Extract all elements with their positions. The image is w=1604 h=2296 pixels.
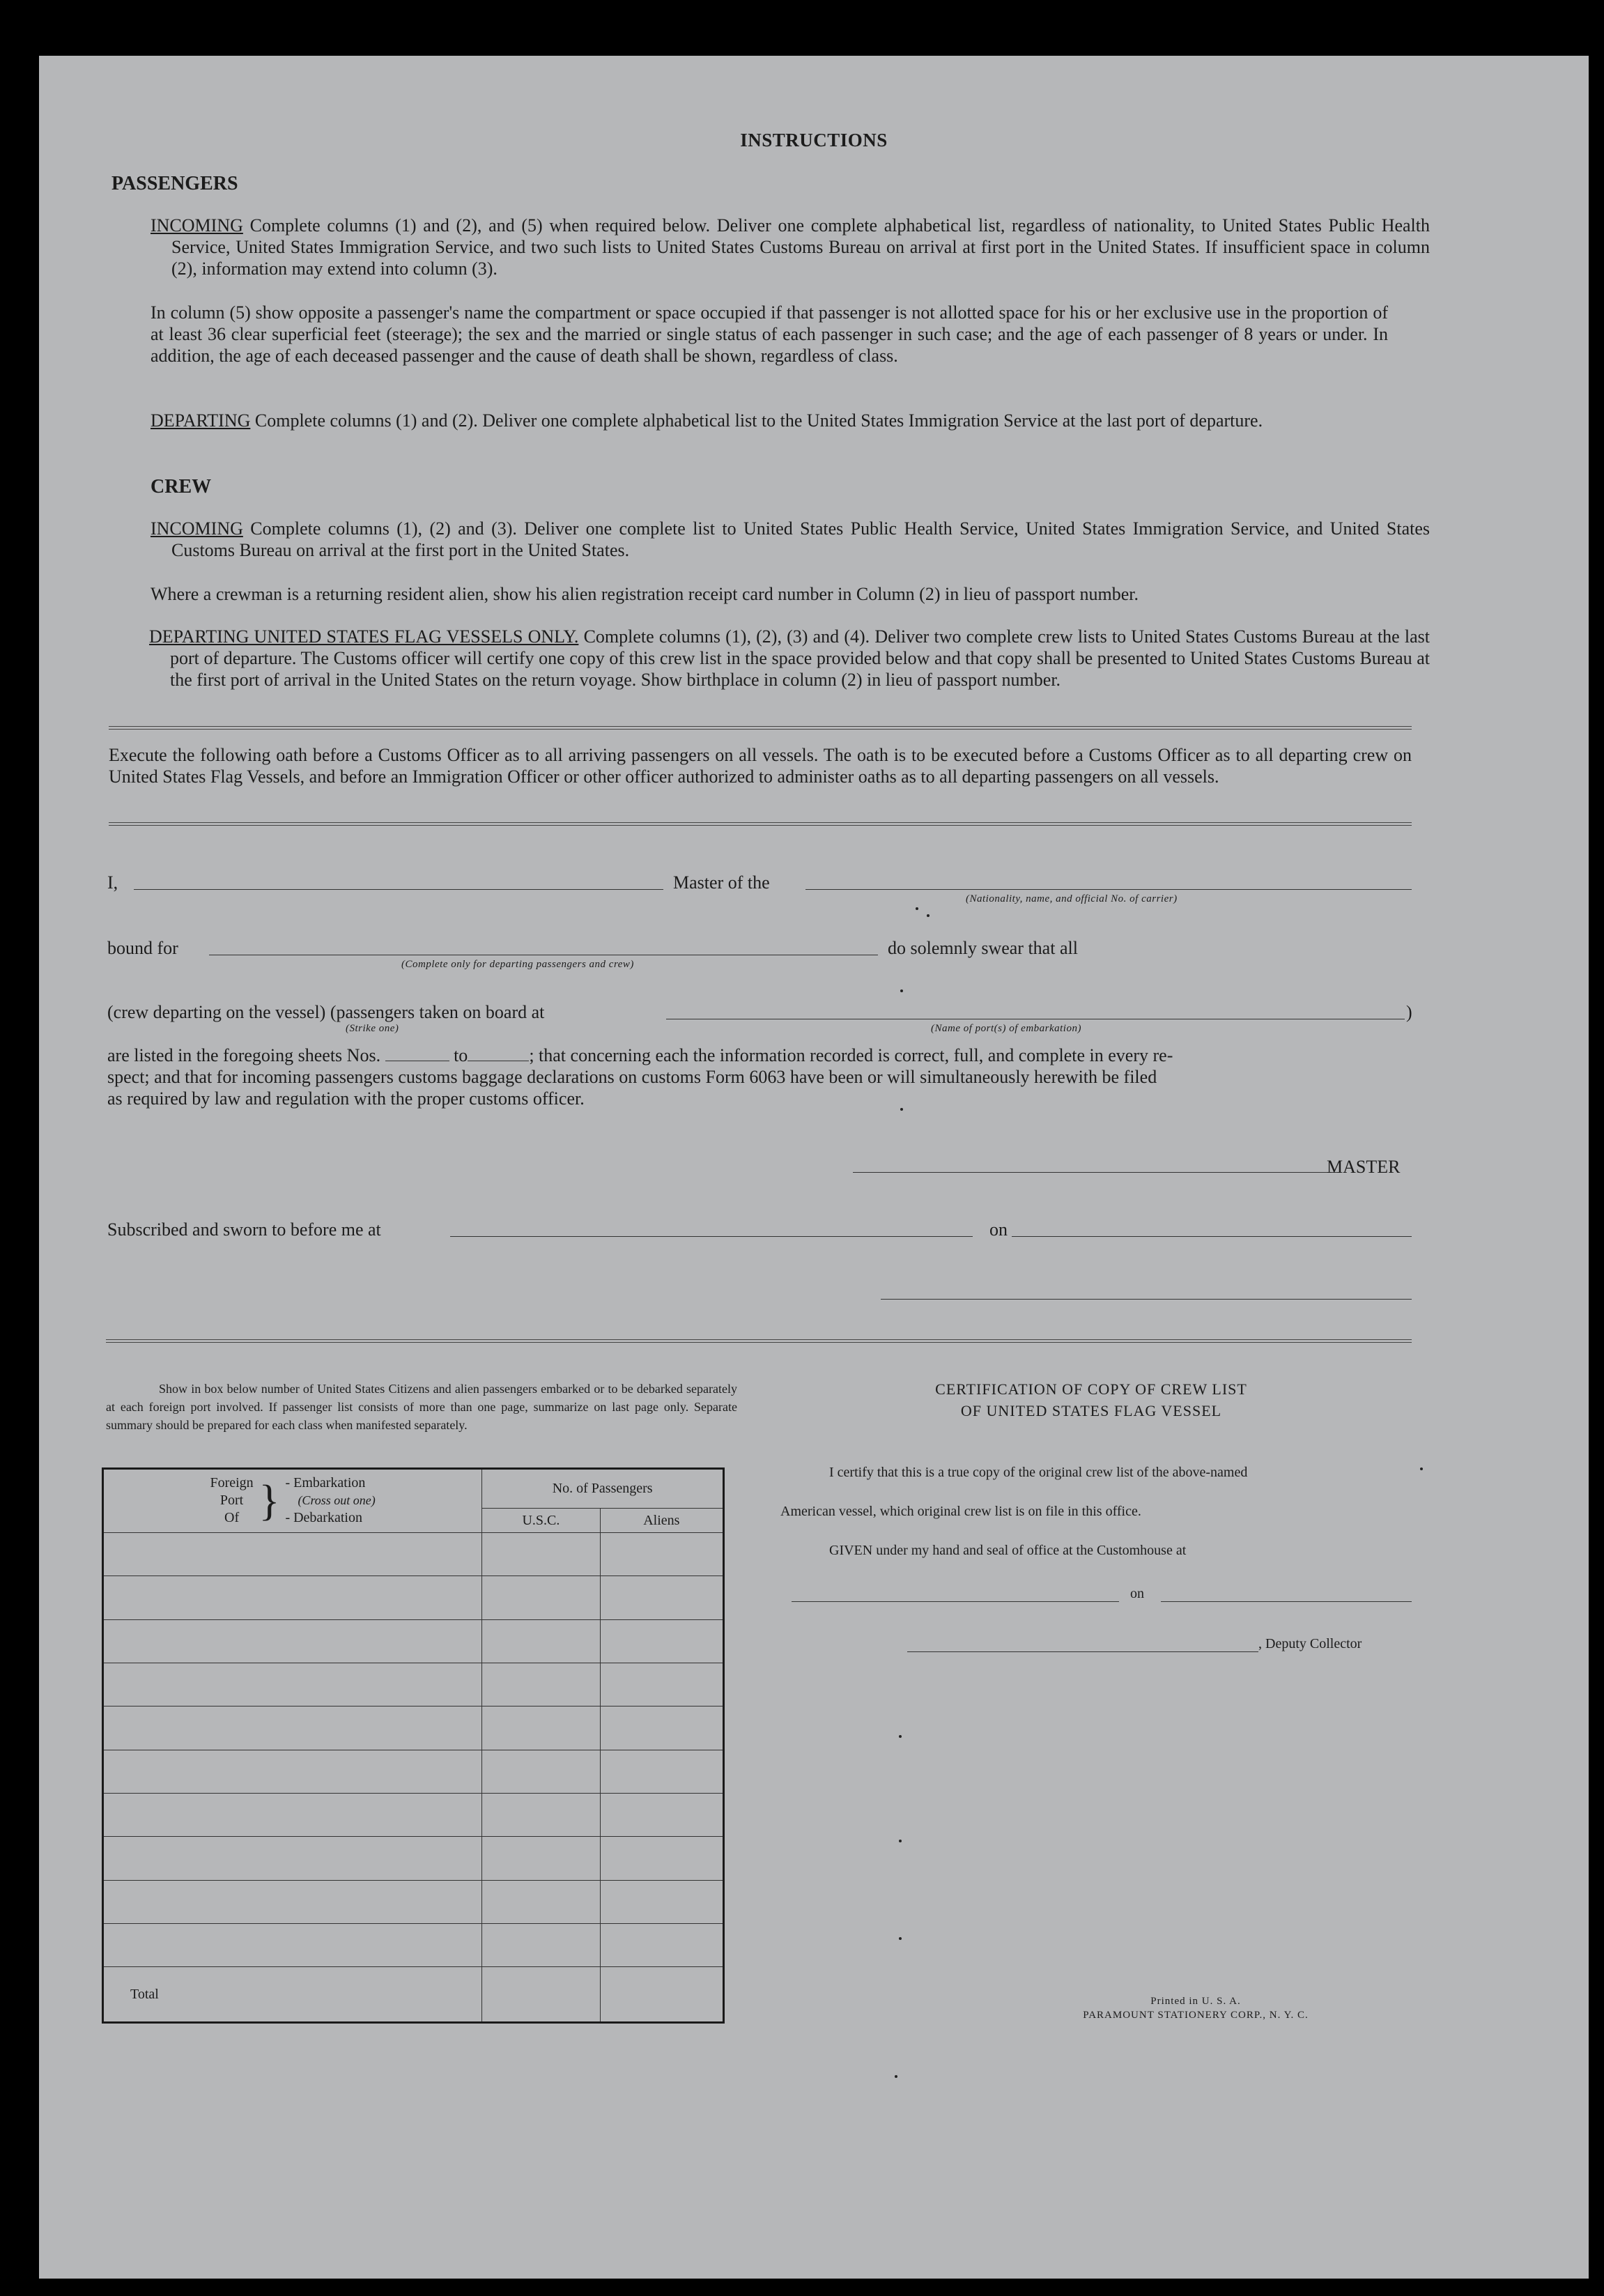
passenger-summary-table — [102, 1467, 725, 2024]
divider-double-2 — [109, 822, 1412, 826]
scan-speck — [899, 1735, 902, 1738]
usc-cell[interactable] — [482, 1532, 600, 1575]
strike-one-caption: (Strike one) — [346, 1023, 399, 1034]
officer-signature-field[interactable] — [881, 1299, 1412, 1300]
port-header-cell — [103, 1469, 482, 1533]
usc-cell[interactable] — [482, 1793, 600, 1836]
table-row — [103, 1663, 724, 1706]
passengers-column5-instruction: In column (5) show opposite a passenger's name the compartment or space occupied if that passenger is not allotted space for his or her exclusive use in the proportion of at least 36 clear superficial feet (steerage); the sex and the married or single status of each passenger in such case; and the age of each passenger of 8 years or under. In addition, the age of each deceased passenger and the cause of death shall be shown, regardless of class. — [151, 302, 1388, 366]
aliens-cell[interactable] — [600, 1532, 723, 1575]
aliens-cell[interactable] — [600, 1619, 723, 1663]
usc-cell[interactable] — [482, 1706, 600, 1750]
certification-heading-line-2: OF UNITED STATES FLAG VESSEL — [960, 1402, 1222, 1419]
scan-speck — [900, 1108, 903, 1111]
solemnly-swear-text: do solemnly swear that all — [888, 938, 1078, 958]
port-cell[interactable] — [103, 1619, 482, 1663]
table-row — [103, 1576, 724, 1619]
aliens-total-cell[interactable] — [600, 1967, 723, 2023]
usc-cell[interactable] — [482, 1923, 600, 1966]
summary-instruction: Show in box below number of United States Citizens and alien passengers embarked or to be debarked separately at each foreign port involved. If passenger list consists of more than one page, summarize on last page only. Separate summary should be prepared for each class when manifested separately. — [106, 1382, 737, 1432]
aliens-cell[interactable] — [600, 1793, 723, 1836]
embarkation-label[interactable]: - Embarkation — [285, 1475, 366, 1491]
port-cell[interactable] — [103, 1750, 482, 1793]
scan-speck — [895, 2075, 897, 2078]
port-cell[interactable] — [103, 1837, 482, 1880]
port-cell[interactable] — [103, 1923, 482, 1966]
listed-rest-1: ; that concerning each the information recorded is correct, full, and complete in every re- — [529, 1045, 1173, 1065]
oath-i-label: I, — [107, 872, 118, 893]
printer-imprint — [1056, 1994, 1335, 2022]
carrier-caption: (Nationality, name, and official No. of carrier) — [966, 893, 1178, 904]
crew-incoming-instruction — [151, 518, 1430, 561]
debarkation-label[interactable]: - Debarkation — [285, 1510, 362, 1526]
master-signature-field[interactable] — [853, 1172, 1341, 1173]
close-paren: ) — [1406, 1002, 1412, 1022]
master-of-the-label: Master of the — [673, 872, 770, 893]
table-row — [103, 1706, 724, 1750]
crew-departing-text: Complete columns (1), (2), (3) and (4). Deliver two complete crew lists to United States Customs Bureau at the last port of departure. The Customs officer will certify one copy of this crew list in the space provided below and that copy shall be presented to United States Customs Bureau at the first port of arrival in the United States on the return voyage. Show birthplace in column (2) in lieu of passport number. — [170, 626, 1430, 690]
cross-out-one-label: (Cross out one) — [298, 1493, 376, 1508]
given-under-line: GIVEN under my hand and seal of office at the Customhouse at — [829, 1543, 1187, 1558]
usc-cell[interactable] — [482, 1576, 600, 1619]
aliens-cell[interactable] — [600, 1837, 723, 1880]
listed-rest-3: as required by law and regulation with the proper customs officer. — [107, 1088, 585, 1109]
scan-speck — [927, 914, 930, 917]
master-name-field[interactable] — [134, 889, 663, 890]
certify-line-1: I certify that this is a true copy of the original crew list of the above-named — [829, 1465, 1248, 1480]
table-row — [103, 1750, 724, 1793]
certification-heading — [861, 1378, 1321, 1421]
no-of-passengers-header: No. of Passengers — [482, 1469, 724, 1509]
usc-cell[interactable] — [482, 1663, 600, 1706]
port-cell[interactable] — [103, 1663, 482, 1706]
crew-departing-instruction — [149, 626, 1430, 691]
scan-speck — [899, 1937, 902, 1940]
scan-speck — [900, 989, 903, 992]
passengers-incoming-label: INCOMING — [151, 215, 243, 236]
crew-departing-label: DEPARTING UNITED STATES FLAG VESSELS ONLY. — [149, 626, 579, 647]
sworn-place-field[interactable] — [450, 1236, 973, 1237]
aliens-cell[interactable] — [600, 1663, 723, 1706]
passengers-heading: PASSENGERS — [111, 173, 238, 194]
certification-heading-line-1: CERTIFICATION OF COPY OF CREW LIST — [935, 1380, 1247, 1398]
scan-speck — [916, 907, 918, 910]
crew-incoming-text: Complete columns (1), (2) and (3). Deliver one complete list to United States Public Health Service, United States Immigration Service, and United States Customs Bureau on arrival at the first port in the United States. — [171, 518, 1431, 560]
usc-cell[interactable] — [482, 1837, 600, 1880]
aliens-cell[interactable] — [600, 1706, 723, 1750]
form-sheet — [39, 56, 1589, 2279]
usc-cell[interactable] — [482, 1880, 600, 1923]
carrier-field[interactable] — [805, 889, 1412, 890]
passengers-incoming-text: Complete columns (1) and (2), and (5) when required below. Deliver one complete alphabetical list, regardless of nationality, to United States Public Health Service, United States Immigration Service, and two such lists to United States Customs Bureau on arrival at first port in the United States. If insufficient space in column (2), information may extend into column (3). — [171, 215, 1430, 279]
listed-rest-2: spect; and that for incoming passengers customs baggage declarations on customs Form 6063 have been or will simultaneously herewith be filed — [107, 1067, 1157, 1087]
master-label: MASTER — [1327, 1157, 1401, 1177]
crew-returning-instruction: Where a crewman is a returning resident alien, show his alien registration receipt card number in Column (2) in lieu of passport number. — [151, 584, 1139, 604]
sworn-on-label: on — [989, 1219, 1008, 1240]
table-row — [103, 1837, 724, 1880]
divider-double-3 — [106, 1339, 1412, 1343]
deputy-collector-label: , Deputy Collector — [1258, 1636, 1362, 1651]
deputy-collector-signature-field[interactable] — [907, 1651, 1258, 1652]
imprint-line-1: Printed in U. S. A. — [1150, 1996, 1241, 2007]
passengers-departing-instruction — [151, 410, 1430, 431]
scan-speck — [1420, 1467, 1423, 1470]
total-label: Total — [103, 1967, 482, 2023]
embarkation-caption: (Name of port(s) of embarkation) — [931, 1023, 1081, 1034]
page-title: INSTRUCTIONS — [740, 130, 888, 151]
table-row — [103, 1880, 724, 1923]
crew-heading: CREW — [151, 476, 212, 498]
port-cell[interactable] — [103, 1793, 482, 1836]
certification-on-label: on — [1130, 1586, 1144, 1601]
usc-cell[interactable] — [482, 1619, 600, 1663]
usc-cell[interactable] — [482, 1750, 600, 1793]
aliens-header: Aliens — [600, 1509, 723, 1533]
bound-for-caption: (Complete only for departing passengers and crew) — [401, 959, 634, 970]
aliens-cell[interactable] — [600, 1576, 723, 1619]
usc-header: U.S.C. — [482, 1509, 600, 1533]
divider-double-1 — [109, 726, 1412, 730]
passengers-departing-text: Complete columns (1) and (2). Deliver one complete alphabetical list to the United States Immigration Service at the last port of departure. — [254, 410, 1263, 431]
scan-speck — [899, 1840, 902, 1842]
aliens-cell[interactable] — [600, 1750, 723, 1793]
listed-prefix: are listed in the foregoing sheets Nos. — [107, 1045, 381, 1065]
passengers-incoming-instruction — [151, 215, 1430, 279]
crew-departing-text: (crew departing on the vessel) (passengers taken on board at — [107, 1002, 545, 1022]
port-cell[interactable] — [103, 1880, 482, 1923]
sworn-date-field[interactable] — [1012, 1236, 1412, 1237]
table-row — [103, 1619, 724, 1663]
port-cell[interactable] — [103, 1576, 482, 1619]
oath-instruction: Execute the following oath before a Customs Officer as to all arriving passengers on all vessels. The oath is to be executed before a Customs Officer as to all departing crew on United States Flag Vessels, and before an Immigration Officer or other officer authorized to administer oaths as to all departing passengers on all vessels. — [109, 745, 1412, 787]
imprint-line-2: PARAMOUNT STATIONERY CORP., N. Y. C. — [1083, 2010, 1309, 2021]
foreign-port-of-label: Foreign Port Of — [210, 1475, 254, 1526]
certification-date-field[interactable] — [1161, 1601, 1412, 1602]
usc-total-cell[interactable] — [482, 1967, 600, 2023]
total-row — [103, 1967, 724, 2023]
table-row — [103, 1923, 724, 1966]
aliens-cell[interactable] — [600, 1880, 723, 1923]
crew-incoming-label: INCOMING — [151, 518, 243, 539]
bound-for-label: bound for — [107, 938, 178, 958]
passengers-departing-label: DEPARTING — [151, 410, 251, 431]
brace-glyph: } — [259, 1477, 280, 1525]
table-row — [103, 1793, 724, 1836]
to-label: to — [454, 1045, 468, 1065]
table-row — [103, 1532, 724, 1575]
listed-statement — [107, 1045, 1412, 1109]
customhouse-field[interactable] — [792, 1601, 1119, 1602]
subscribed-label: Subscribed and sworn to before me at — [107, 1219, 381, 1240]
certify-line-2: American vessel, which original crew list is on file in this office. — [780, 1504, 1141, 1519]
aliens-cell[interactable] — [600, 1923, 723, 1966]
port-cell[interactable] — [103, 1706, 482, 1750]
port-cell[interactable] — [103, 1532, 482, 1575]
